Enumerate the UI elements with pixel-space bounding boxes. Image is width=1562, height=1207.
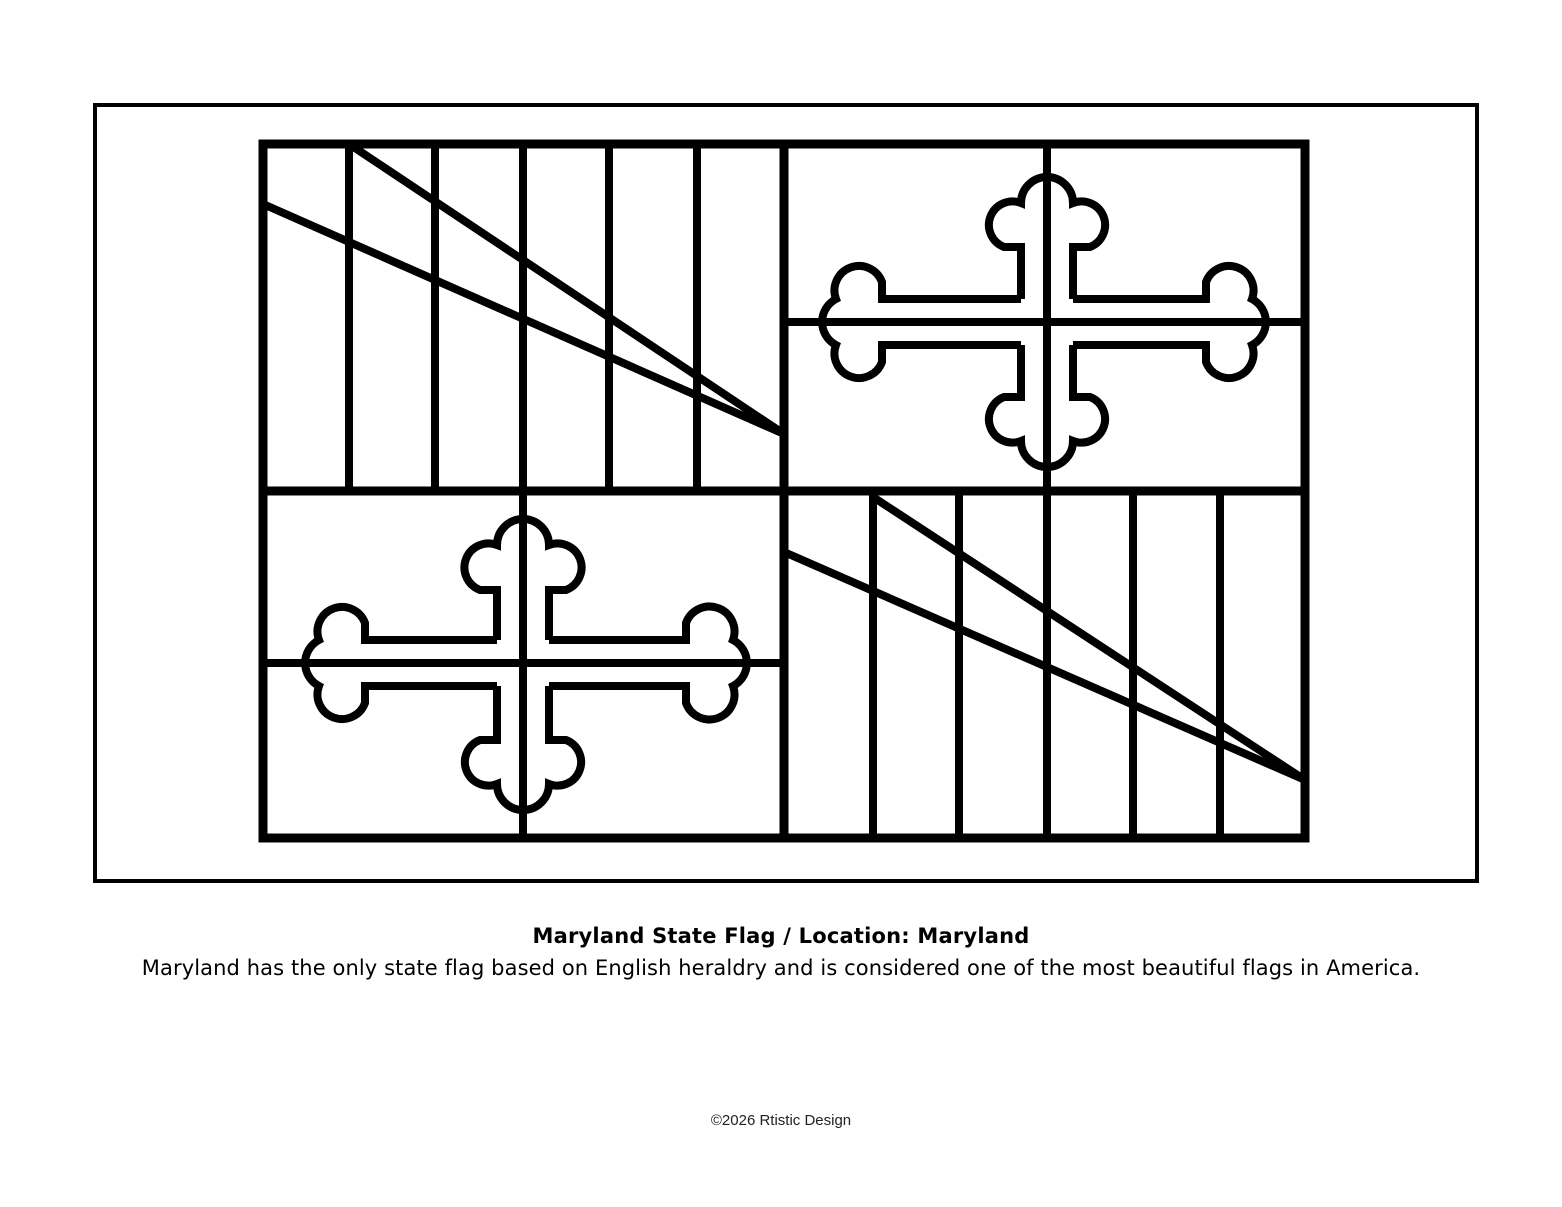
quadrant-bottom-right xyxy=(784,491,1305,838)
flag-description: Maryland has the only state flag based on English heraldry and is considered one of the most beautiful flags in America. xyxy=(141,956,1421,980)
quadrant-top-left xyxy=(263,144,784,491)
page-title: Maryland State Flag / Location: Maryland xyxy=(532,924,1030,948)
copyright-footer: ©2026 Rtistic Design xyxy=(710,1112,852,1129)
quadrant-top-right-cross xyxy=(784,144,1305,491)
quadrant-bottom-left-cross xyxy=(263,491,784,838)
